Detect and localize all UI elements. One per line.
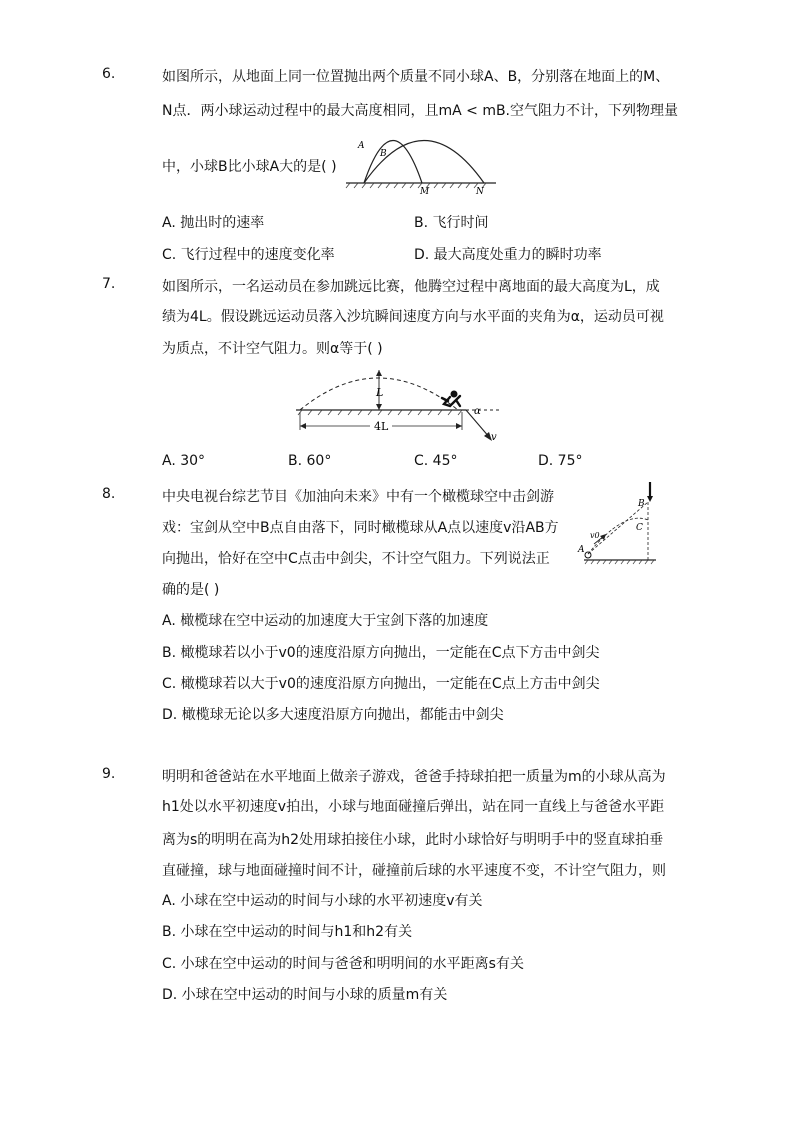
question-text: 戏：宝剑从空中B点自由落下，同时橄榄球从A点以速度v沿AB方 [162,520,559,536]
option-d[interactable]: D. 小球在空中运动的时间与小球的质量m有关 [162,987,448,1003]
label-v0: v0 [590,531,600,540]
option-c[interactable]: C. 小球在空中运动的时间与爸爸和明明间的水平距离s有关 [162,956,524,972]
question-text: 明明和爸爸站在水平地面上做亲子游戏，爸爸手持球拍把一质量为m的小球从高为 [162,769,666,785]
question-text: 中央电视台综艺节目《加油向未来》中有一个橄榄球空中击剑游 [162,489,554,505]
question-text: 如图所示，一名运动员在参加跳远比赛，他腾空过程中离地面的最大高度为L，成 [162,279,660,295]
long-jump-figure-q7 [290,364,520,444]
question-text: 为质点，不计空气阻力。则α等于( ) [162,341,383,357]
question-number: 7. [102,276,116,292]
option-d[interactable]: D. 橄榄球无论以多大速度沿原方向抛出，都能击中剑尖 [162,707,504,723]
option-d[interactable]: D. 最大高度处重力的瞬时功率 [414,247,602,263]
option-b[interactable]: B. 橄榄球若以小于v0的速度沿原方向抛出，一定能在C点下方击中剑尖 [162,645,600,661]
option-a[interactable]: A. 小球在空中运动的时间与小球的水平初速度v有关 [162,893,483,909]
question-text: 直碰撞，球与地面碰撞时间不计，碰撞前后球的水平速度不变，不计空气阻力，则 [162,863,666,879]
option-b[interactable]: B. 飞行时间 [414,215,489,231]
label-m: M [420,187,430,197]
option-b[interactable]: B. 小球在空中运动的时间与h1和h2有关 [162,924,413,940]
question-text: 离为s的明明在高为h2处用球拍接住小球，此时小球恰好与明明手中的竖直球拍垂 [162,832,664,848]
question-text: 确的是( ) [162,582,220,598]
option-c[interactable]: C. 飞行过程中的速度变化率 [162,247,335,263]
projectile-figure-q6 [340,126,500,196]
question-number: 6. [102,66,116,82]
label-a: A [578,545,585,555]
label-range: 4L [374,420,389,433]
label-c: C [636,523,643,533]
sword-figure-q8 [576,480,658,564]
option-d[interactable]: D. 75° [538,453,583,469]
question-text: 中，小球B比小球A大的是( ) [162,159,337,175]
question-text: 绩为4L。假设跳远运动员落入沙坑瞬间速度方向与水平面的夹角为α，运动员可视 [162,309,664,325]
question-number: 8. [102,486,116,502]
label-b: B [638,499,645,509]
label-b: B [380,149,387,159]
option-c[interactable]: C. 45° [414,453,458,469]
label-n: N [476,187,484,197]
question-text: N点．两小球运动过程中的最大高度相同，且mA < mB.空气阻力不计，下列物理量 [162,103,679,119]
trajectory-a [364,141,422,184]
option-c[interactable]: C. 橄榄球若以大于v0的速度沿原方向抛出，一定能在C点上方击中剑尖 [162,676,600,692]
option-a[interactable]: A. 橄榄球在空中运动的加速度大于宝剑下落的加速度 [162,613,489,629]
question-text: 如图所示，从地面上同一位置抛出两个质量不同小球A、B，分别落在地面上的M、 [162,69,670,85]
label-a: A [358,141,365,151]
option-a[interactable]: A. 30° [162,453,206,469]
question-text: h1处以水平初速度v拍出，小球与地面碰撞后弹出，站在同一直线上与爸爸水平距 [162,799,665,815]
option-b[interactable]: B. 60° [288,453,332,469]
label-angle: α [474,406,481,417]
question-text: 向抛出，恰好在空中C点击中剑尖，不计空气阻力。下列说法正 [162,551,550,567]
label-height: L [376,386,384,399]
athlete-icon [442,391,460,407]
question-number: 9. [102,766,116,782]
option-a[interactable]: A. 抛出时的速率 [162,215,265,231]
ball-icon [585,552,591,558]
label-velocity: v [491,432,497,443]
